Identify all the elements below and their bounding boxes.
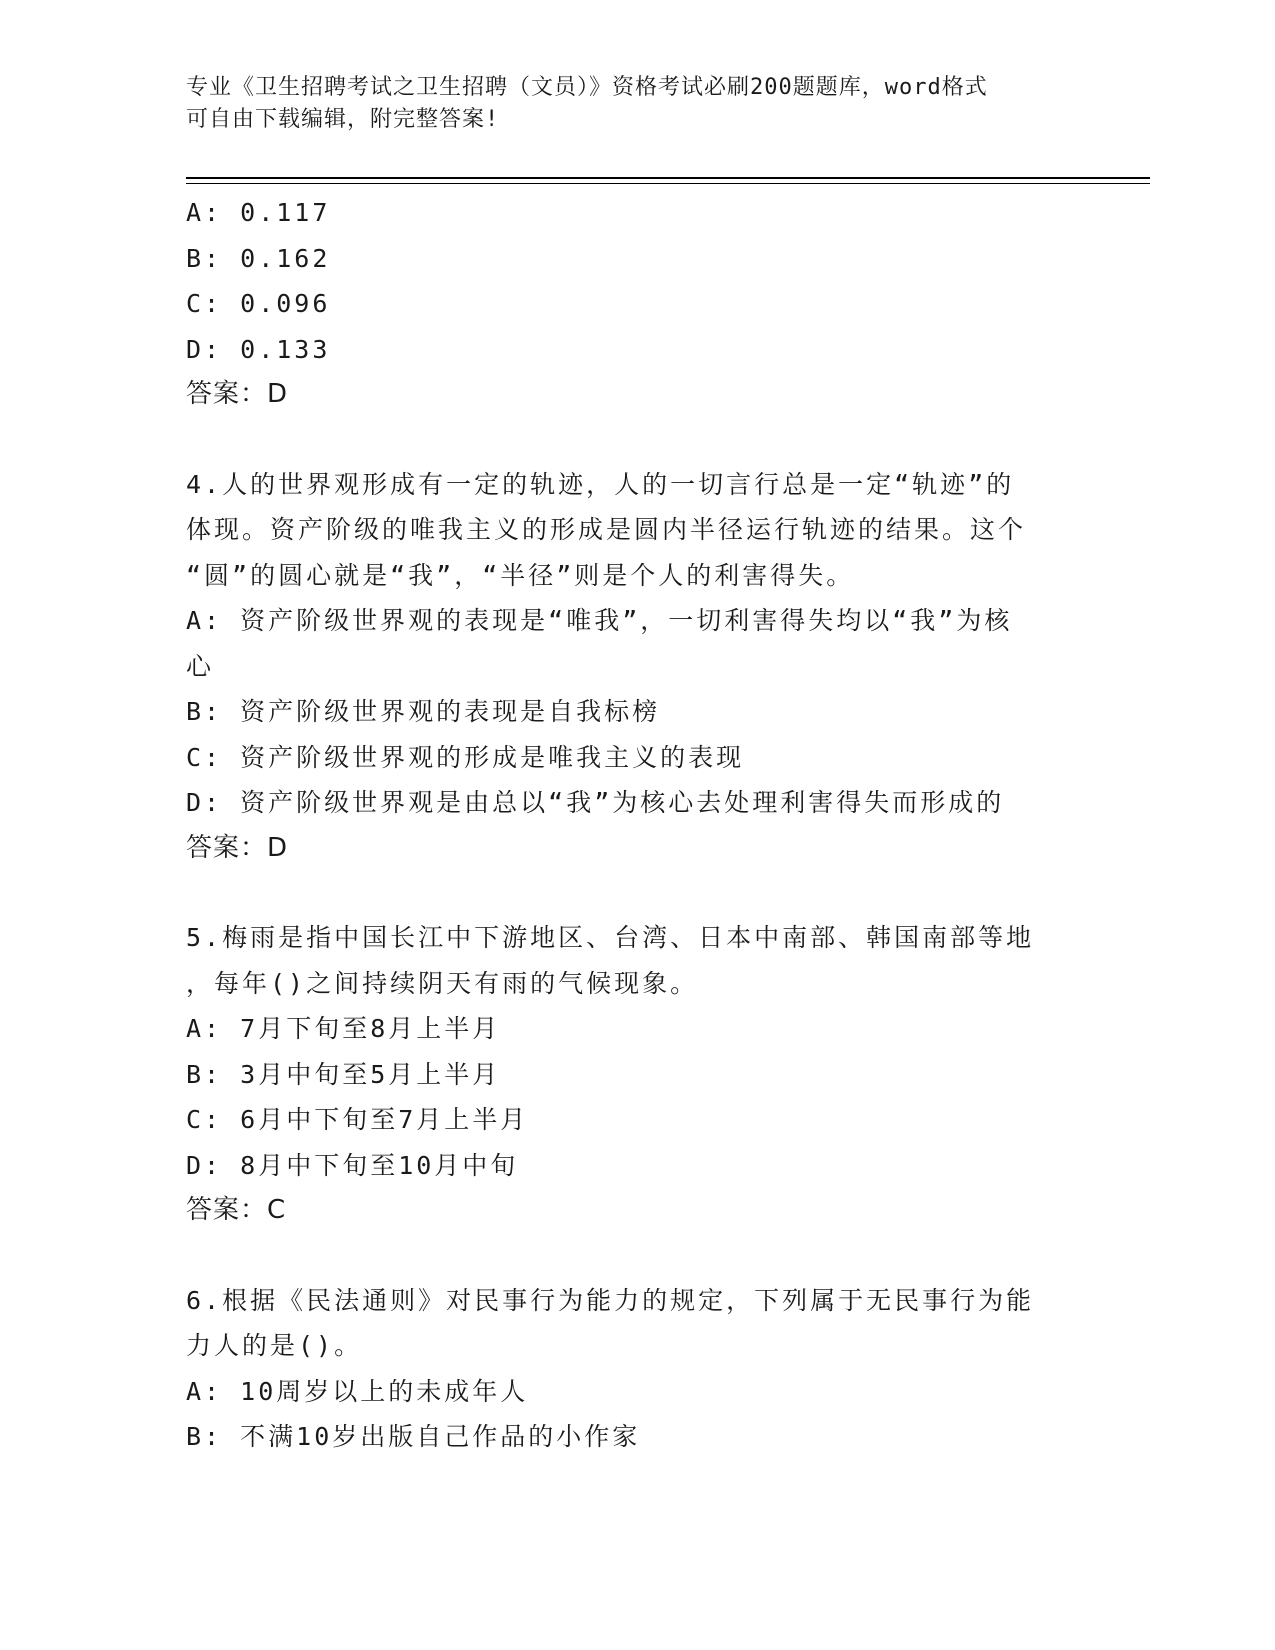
- question-stem-line: 6.根据《民法通则》对民事行为能力的规定，下列属于无民事行为能: [186, 1285, 1035, 1315]
- header-title-line-2: 可自由下载编辑，附完整答案!: [186, 107, 500, 132]
- option-a-continued: 心: [186, 651, 215, 681]
- header-rule-thin: [186, 183, 1150, 184]
- option-c: C: 6月中下旬至7月上半月: [186, 1105, 529, 1134]
- option-a: A: 7月下旬至8月上半月: [186, 1014, 501, 1043]
- option-b: B: 不满10岁出版自己作品的小作家: [186, 1422, 641, 1451]
- answer-label: 答案：D: [186, 379, 289, 409]
- option-d: D: 0.133: [186, 334, 331, 364]
- header-rule-thick: [186, 177, 1150, 179]
- spacer: [186, 1234, 1086, 1278]
- option-c: C: 0.096: [186, 289, 331, 318]
- question-stem-line: 5.梅雨是指中国长江中下游地区、台湾、日本中南部、韩国南部等地: [186, 923, 1035, 952]
- answer-label: 答案：D: [186, 832, 289, 863]
- document-body: [186, 190, 1086, 1460]
- question-4: [186, 462, 1086, 872]
- option-b: B: 资产阶级世界观的表现是自我标榜: [186, 697, 661, 726]
- question-3: [186, 190, 1086, 418]
- question-stem-line: 4.人的世界观形成有一定的轨迹，人的一切言行总是一定“轨迹”的: [186, 469, 1015, 499]
- option-b: B: 0.162: [186, 243, 331, 273]
- question-stem-line: 力人的是()。: [186, 1331, 363, 1360]
- question-6: [186, 1278, 1086, 1460]
- answer-label: 答案：C: [186, 1195, 287, 1225]
- spacer: [186, 871, 1086, 915]
- spacer: [186, 418, 1086, 462]
- option-d: D: 资产阶级世界观是由总以“我”为核心去处理利害得失而形成的: [186, 788, 1005, 817]
- document-header: [186, 72, 1086, 136]
- option-a: A: 0.117: [186, 198, 331, 227]
- question-5: [186, 915, 1086, 1234]
- option-a: A: 资产阶级世界观的表现是“唯我”，一切利害得失均以“我”为核: [186, 606, 1013, 635]
- header-title-line-1: 专业《卫生招聘考试之卫生招聘（文员）》资格考试必刷200题题库，word格式: [186, 75, 988, 100]
- question-stem-line: “圆”的圆心就是“我”，“半径”则是个人的利害得失。: [186, 560, 855, 590]
- option-d: D: 8月中下旬至10月中旬: [186, 1150, 519, 1180]
- question-stem-line: ，每年()之间持续阴天有雨的气候现象。: [186, 968, 699, 998]
- question-stem-line: 体现。资产阶级的唯我主义的形成是圆内半径运行轨迹的结果。这个: [186, 515, 1027, 544]
- option-c: C: 资产阶级世界观的形成是唯我主义的表现: [186, 742, 745, 772]
- option-a: A: 10周岁以上的未成年人: [186, 1376, 529, 1406]
- option-b: B: 3月中旬至5月上半月: [186, 1059, 501, 1089]
